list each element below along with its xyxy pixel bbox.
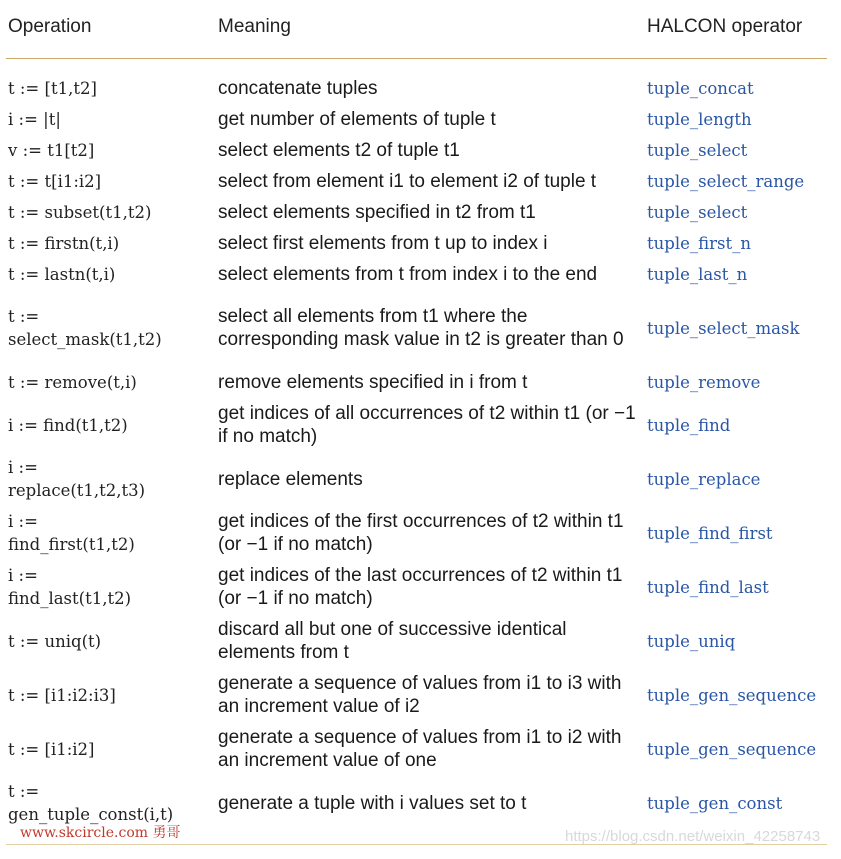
meaning-cell [218,614,643,668]
meaning-cell [218,135,643,166]
meaning-cell [218,291,643,365]
meaning-text: generate a sequence of values from i1 to i3 with an increment value of i2 [218,673,622,717]
operation-syntax: i := [8,512,38,531]
operation-syntax: v := t1[t2] [8,141,95,160]
operation-cell [8,560,213,614]
operation-cell [8,668,213,722]
operation-syntax: t := [8,782,40,801]
operation-syntax: find_last(t1,t2) [8,589,132,608]
operation-syntax: gen_tuple_const(i,t) [8,805,174,824]
operation-syntax: t := t[i1:i2] [8,172,102,191]
operation-syntax: t := [8,307,40,326]
operation-syntax: t := firstn(t,i) [8,234,120,253]
halcon-operator-cell [647,452,837,506]
watermark-url: https://blog.csdn.net/weixin_42258743 [565,828,821,845]
operation-syntax: t := uniq(t) [8,631,102,651]
meaning-text: get indices of the first occurrences of t2 within t1 (or −1 if no match) [218,511,624,555]
watermark-text: www.skcircle.com 勇哥 [20,825,181,841]
operation-cell [8,722,213,776]
halcon-operator-cell [647,135,837,166]
table-row [0,166,841,197]
table-row [0,398,841,452]
header-meaning: Meaning [218,16,291,37]
halcon-operator-link[interactable]: tuple_replace [647,469,761,489]
meaning-cell [218,367,643,398]
meaning-cell [218,228,643,259]
meaning-text: select first elements from t up to index i [218,233,548,254]
operation-cell [8,506,213,560]
halcon-operator-cell [647,506,837,560]
meaning-text: select elements from t from index i to the end [218,264,598,285]
halcon-operator-cell [647,166,837,197]
table-row [0,452,841,506]
table-row [0,560,841,614]
halcon-operator-cell [647,668,837,722]
meaning-text: generate a sequence of values from i1 to i2 with an increment value of one [218,727,622,771]
table-row [0,104,841,135]
operation-syntax: find_first(t1,t2) [8,535,135,554]
meaning-cell [218,506,643,560]
halcon-operator-cell [647,228,837,259]
meaning-cell [218,722,643,776]
meaning-cell [218,73,643,104]
header-halcon-operator: HALCON operator [647,16,803,37]
meaning-cell [218,259,643,290]
operation-syntax: t := [t1,t2] [8,79,97,98]
halcon-operator-link[interactable]: tuple_select [647,203,748,222]
meaning-text: select all elements from t1 where the corresponding mask value in t2 is greater than 0 [218,306,624,350]
table-row [0,135,841,166]
halcon-operator-link[interactable]: tuple_gen_const [647,793,783,813]
meaning-text: generate a tuple with i values set to t [218,792,527,814]
halcon-operator-cell [647,73,837,104]
operation-cell [8,452,213,506]
meaning-text: select elements specified in t2 from t1 [218,202,536,223]
halcon-operator-cell [647,259,837,290]
operation-syntax: t := lastn(t,i) [8,265,116,284]
halcon-operator-link[interactable]: tuple_first_n [647,234,751,253]
halcon-operator-cell [647,367,837,398]
operation-syntax: t := [i1:i2:i3] [8,685,116,705]
meaning-cell [218,197,643,228]
halcon-operator-link[interactable]: tuple_select_mask [647,318,800,338]
halcon-operator-cell [647,104,837,135]
operation-syntax: select_mask(t1,t2) [8,330,162,349]
halcon-operator-link[interactable]: tuple_remove [647,373,761,392]
halcon-operator-link[interactable]: tuple_length [647,110,752,129]
halcon-operator-cell [647,291,837,365]
meaning-text: get indices of all occurrences of t2 within t1 (or −1 if no match) [218,403,636,447]
operation-cell [8,291,213,365]
meaning-text: select elements t2 of tuple t1 [218,140,460,161]
meaning-cell [218,668,643,722]
operation-cell [8,228,213,259]
operation-cell [8,259,213,290]
table-row [0,506,841,560]
table-row [0,259,841,290]
halcon-operator-link[interactable]: tuple_find_last [647,577,769,597]
meaning-cell [218,452,643,506]
halcon-operator-cell [647,722,837,776]
meaning-text: select from element i1 to element i2 of tuple t [218,171,597,192]
operation-cell [8,166,213,197]
halcon-operator-link[interactable]: tuple_find_first [647,523,773,543]
operation-syntax: t := remove(t,i) [8,373,137,392]
operation-cell [8,104,213,135]
table-row [0,197,841,228]
halcon-operator-link[interactable]: tuple_uniq [647,631,736,651]
halcon-operator-link[interactable]: tuple_concat [647,79,754,98]
halcon-operator-link[interactable]: tuple_select [647,141,748,160]
table-row [0,668,841,722]
meaning-text: remove elements specified in i from t [218,372,528,393]
halcon-operator-cell [647,197,837,228]
operation-syntax: i := [8,458,38,477]
operation-cell [8,197,213,228]
meaning-text: get indices of the last occurrences of t2 within t1 (or −1 if no match) [218,565,623,609]
header-operation: Operation [8,16,92,37]
operation-syntax: i := find(t1,t2) [8,415,128,435]
halcon-operator-cell [647,614,837,668]
table-header [0,0,841,58]
table-row [0,228,841,259]
halcon-operator-link[interactable]: tuple_gen_sequence [647,739,817,759]
meaning-cell [218,776,643,830]
halcon-operator-cell [647,398,837,452]
meaning-cell [218,398,643,452]
header-divider [6,58,827,59]
halcon-operator-link[interactable]: tuple_last_n [647,265,748,284]
operation-syntax: t := [i1:i2] [8,739,95,759]
meaning-cell [218,560,643,614]
table-row [0,291,841,365]
halcon-operator-cell [647,776,837,830]
halcon-operator-cell [647,560,837,614]
operation-cell [8,398,213,452]
operation-syntax: replace(t1,t2,t3) [8,481,146,500]
table-row [0,73,841,104]
meaning-text: discard all but one of successive identical elements from t [218,619,567,663]
meaning-text: get number of elements of tuple t [218,109,496,130]
operation-cell [8,73,213,104]
meaning-text: concatenate tuples [218,78,378,99]
operation-cell [8,135,213,166]
halcon-operator-link[interactable]: tuple_gen_sequence [647,685,817,705]
table-row [0,722,841,776]
operation-syntax: i := [8,566,38,585]
operation-cell [8,614,213,668]
meaning-cell [218,104,643,135]
operation-syntax: i := |t| [8,110,61,129]
meaning-cell [218,166,643,197]
operation-syntax: t := subset(t1,t2) [8,203,152,222]
halcon-operator-link[interactable]: tuple_select_range [647,172,805,191]
table-row [0,614,841,668]
halcon-operator-link[interactable]: tuple_find [647,415,731,435]
operation-cell [8,367,213,398]
meaning-text: replace elements [218,468,363,490]
table-row [0,367,841,398]
